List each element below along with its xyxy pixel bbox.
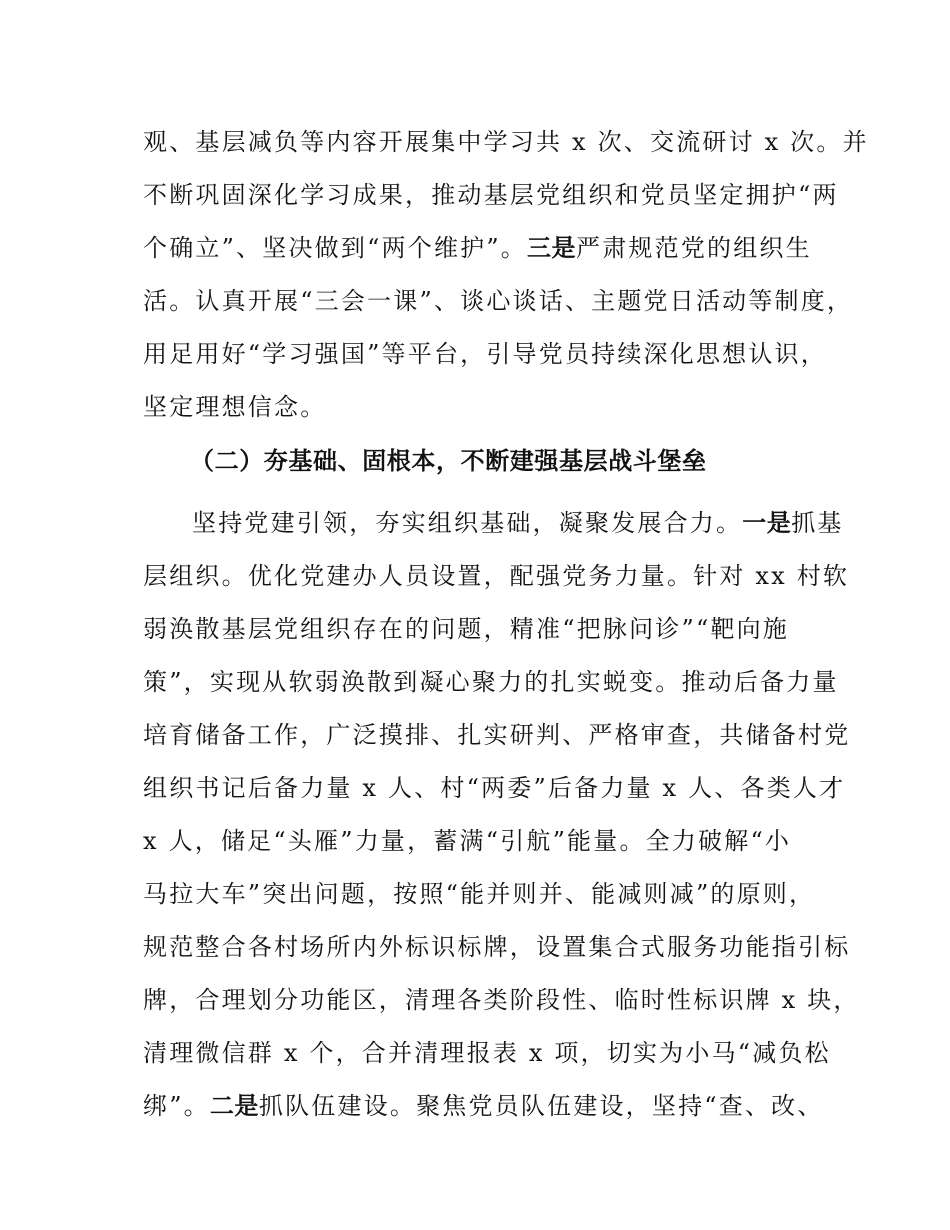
bold-marker: 一是 — [742, 509, 792, 537]
text-line: 不断巩固深化学习成果，推动基层党组织和党员坚定拥护“两 — [143, 181, 839, 209]
text-run: 个确立”、坚决做到“两个维护”。 — [143, 234, 528, 262]
text-line: 用足用好“学习强国”等平台，引导党员持续深化思想认识， — [143, 340, 827, 368]
section-heading: （二）夯基础、固根本，不断建强基层战斗堡垒 — [190, 447, 707, 475]
text-run: 严肃规范党的组织生 — [576, 234, 812, 262]
text-line: 坚定理想信念。 — [143, 393, 327, 421]
text-run: 绑”。 — [143, 1092, 210, 1120]
text-run: 抓基 — [791, 509, 844, 537]
text-line: 清理微信群 x 个，合并清理报表 x 项，切实为小马“减负松 — [143, 1039, 831, 1067]
text-line: 观、基层减负等内容开展集中学习共 x 次、交流研讨 x 次。并 — [143, 128, 869, 156]
text-line — [192, 503, 844, 543]
text-line: 马拉大车”突出问题，按照“能并则并、能减则减”的原则， — [143, 880, 816, 908]
text-line: 培育储备工作，广泛摸排、扎实研判、严格审查，共储备村党 — [143, 721, 851, 749]
text-line: 层组织。优化党建办人员设置，配强党务力量。针对 xx 村软 — [143, 562, 850, 590]
text-run: 坚持党建引领，夯实组织基础，凝聚发展合力。 — [192, 509, 743, 537]
text-line — [143, 228, 812, 268]
text-run: 抓队伍建设。聚焦党员队伍建设，坚持“查、改、 — [258, 1092, 824, 1120]
text-line: 策”，实现从软弱涣散到凝心聚力的扎实蜕变。推动后备力量 — [143, 668, 839, 696]
text-line: 弱涣散基层党组织存在的问题，精准“把脉问诊”“靶向施 — [143, 615, 790, 643]
text-line: 组织书记后备力量 x 人、村“两委”后备力量 x 人、各类人才 — [143, 774, 846, 802]
text-line: 活。认真开展“三会一课”、谈心谈话、主题党日活动等制度， — [143, 287, 854, 315]
text-line: x 人，储足“头雁”力量，蓄满“引航”能量。全力破解“小 — [143, 827, 792, 855]
bold-marker: 二是 — [209, 1092, 259, 1120]
text-line — [143, 1086, 824, 1126]
text-line: 牌，合理划分功能区，清理各类阶段性、临时性标识牌 x 块， — [143, 986, 860, 1014]
text-line: 规范整合各村场所内外标识标牌，设置集合式服务功能指引标 — [143, 933, 851, 961]
bold-marker: 三是 — [527, 234, 577, 262]
